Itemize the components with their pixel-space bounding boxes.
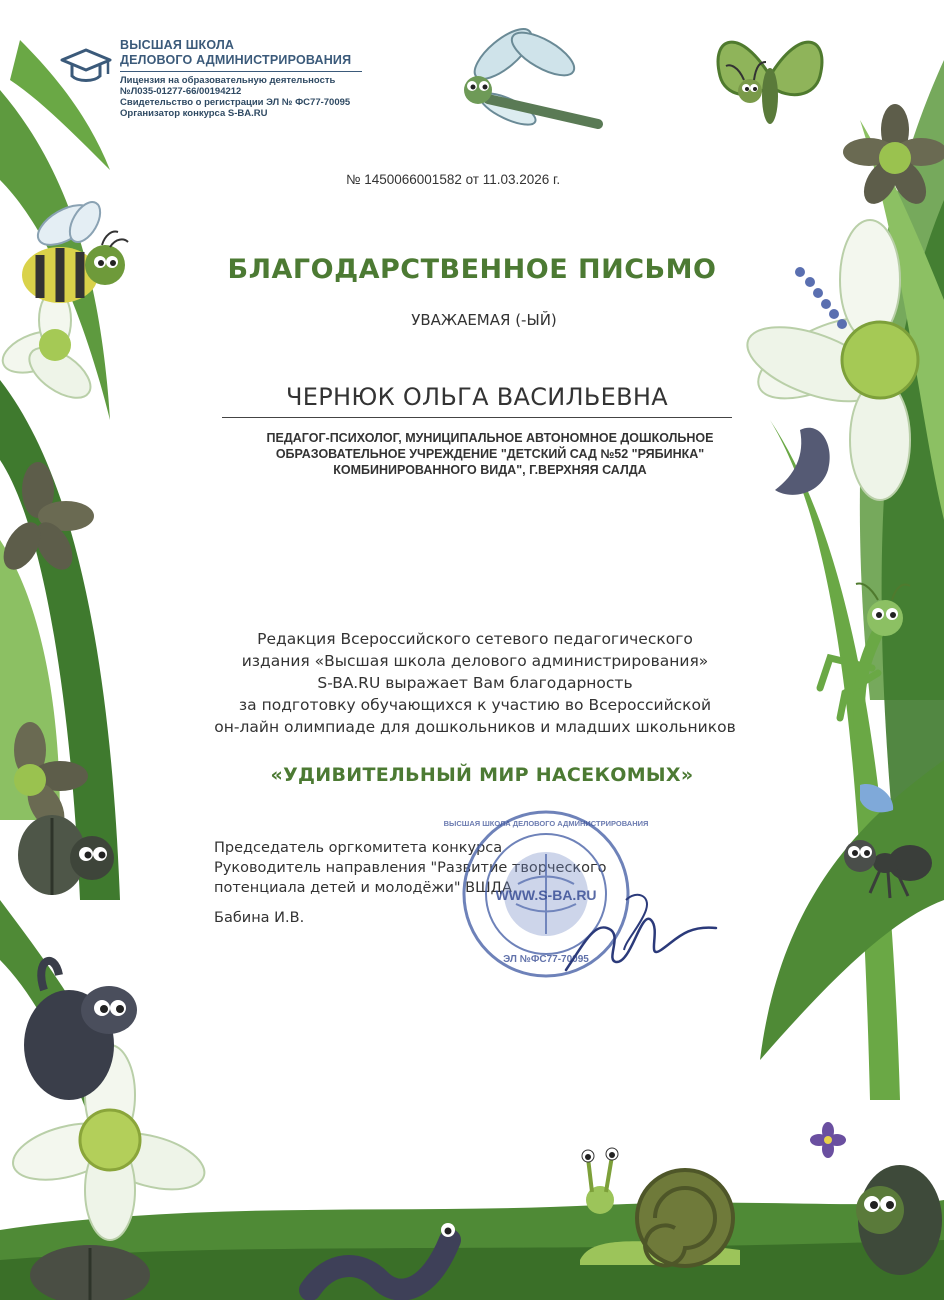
license-line2: №Л035-01277-66/00194212	[120, 86, 242, 97]
gratitude-text	[150, 628, 800, 738]
dragonfly-icon	[448, 24, 608, 144]
signer-line1: Председатель оргкомитета конкурса	[214, 840, 503, 856]
olympiad-title: «УДИВИТЕЛЬНЫЙ МИР НАСЕКОМЫХ»	[270, 764, 694, 786]
org-name-line2: ДЕЛОВОГО АДМИНИСТРИРОВАНИЯ	[120, 53, 352, 67]
signer-line3: потенциала детей и молодёжи" ВШДА	[214, 880, 512, 896]
snail-icon	[560, 1140, 760, 1270]
body-line4: за подготовку обучающихся к участию во Всероссийской	[238, 696, 712, 714]
body-line1: Редакция Всероссийского сетевого педагогического	[257, 630, 693, 648]
body-line5: он-лайн олимпиаде для дошкольников и младших школьников	[214, 718, 736, 736]
butterfly-icon	[700, 16, 840, 146]
registration-line: Свидетельство о регистрации ЭЛ № ФС77-70095	[120, 97, 351, 108]
handwritten-signature	[556, 880, 726, 990]
stamp-ring-text: ВЫСШАЯ ШКОЛА ДЕЛОВОГО АДМИНИСТРИРОВАНИЯ	[443, 819, 649, 828]
graduation-cap-icon	[58, 46, 114, 86]
stamp-reg-text: ЭЛ №ФС77-70095	[503, 954, 589, 965]
organization-header	[120, 38, 362, 119]
mantis-icon	[800, 578, 930, 748]
body-line3: S-BA.RU выражает Вам благодарность	[317, 674, 633, 692]
stag-beetle-icon	[14, 950, 144, 1120]
beetle-icon	[12, 800, 122, 910]
org-divider	[120, 71, 362, 72]
position-line1: ПЕДАГОГ-ПСИХОЛОГ, МУНИЦИПАЛЬНОЕ АВТОНОМНОЕ ДОШКОЛЬНОЕ	[266, 431, 714, 445]
organizer-line: Организатор конкурса S-BA.RU	[120, 108, 268, 119]
body-line2: издания «Высшая школа делового администрирования»	[241, 652, 709, 670]
license-line1: Лицензия на образовательную деятельность	[120, 75, 336, 86]
worm-icon	[300, 1200, 470, 1300]
position-line2: ОБРАЗОВАТЕЛЬНОЕ УЧРЕЖДЕНИЕ "ДЕТСКИЙ САД №52 "РЯБИНКА"	[275, 447, 705, 461]
salutation: УВАЖАЕМАЯ (-ЫЙ)	[411, 311, 557, 329]
position-line3: КОМБИНИРОВАННОГО ВИДА", Г.ВЕРХНЯЯ САЛДА	[333, 463, 647, 477]
stamp-center-text: WWW.S-BA.RU	[495, 887, 597, 903]
recipient-name: ЧЕРНЮК ОЛЬГА ВАСИЛЬЕВНА	[222, 383, 732, 418]
ant-icon	[830, 808, 940, 908]
ladybug-beetle-icon	[820, 1150, 944, 1290]
signer-name: Бабина И.В.	[214, 910, 305, 926]
bottom-beetle-icon	[20, 1230, 160, 1300]
signer-line2: Руководитель направления "Развитие творческого	[214, 860, 607, 876]
document-title: БЛАГОДАРСТВЕННОЕ ПИСЬМО	[227, 254, 717, 285]
document-number: № 1450066001582 от 11.03.2026 г.	[346, 172, 561, 187]
org-name-line1: ВЫСШАЯ ШКОЛА	[120, 38, 235, 52]
recipient-position	[240, 430, 740, 478]
